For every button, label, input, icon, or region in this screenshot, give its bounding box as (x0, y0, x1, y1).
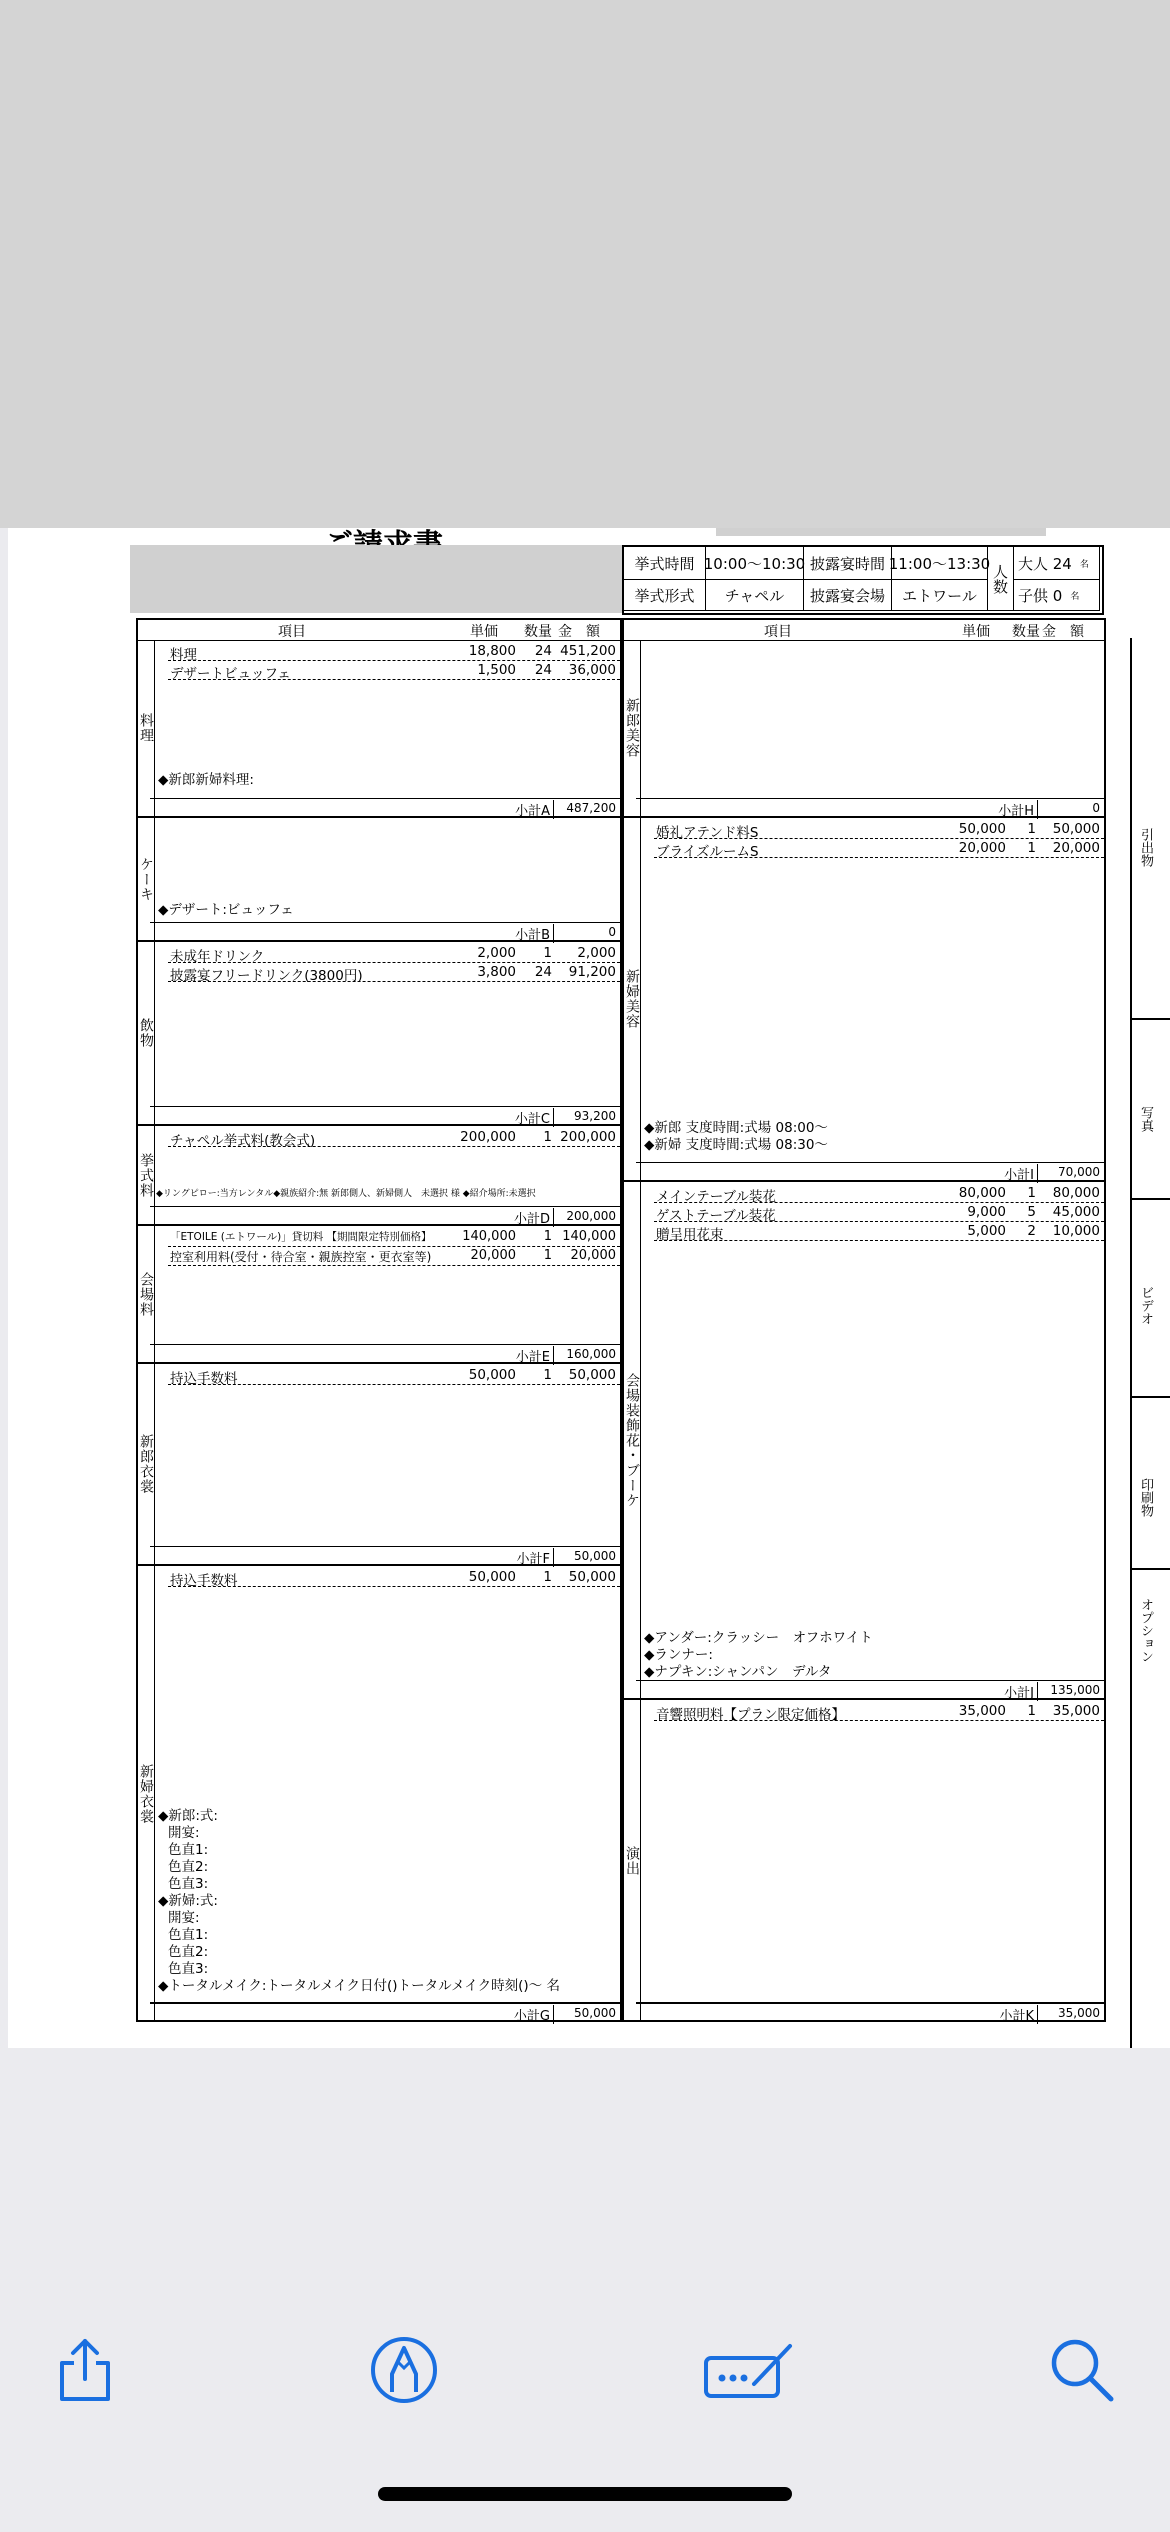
col-item: 項目 (278, 624, 306, 640)
note: ◆新郎:式: (158, 1808, 218, 1824)
subtotal: 小計H 0 (636, 798, 1104, 817)
subtotal: 小計K 35,000 (636, 2002, 1104, 2022)
section-label: 会場装飾花・ブーケ (624, 1182, 641, 1698)
section-label: 新婦美容 (624, 818, 641, 1180)
table-row: 婚礼アテンド料S 50,000 1 50,000 (654, 820, 1104, 839)
reception-venue-label: 披露宴会場 (804, 580, 892, 611)
table-row: 贈呈用花束 5,000 2 10,000 (654, 1222, 1104, 1241)
table-row: ブライズルームS 20,000 1 20,000 (654, 839, 1104, 858)
col-unit-price: 単価 (962, 624, 990, 640)
note: ◆リングピロー:当方レンタル◆親族紹介:無 新郎側人、新婦側人 未選択 様 ◆紹介場所:未選択 (156, 1189, 536, 1199)
col-amount: 金 額 (558, 624, 600, 640)
section-venue (138, 1226, 620, 1364)
section-label: 挙式料 (138, 1126, 155, 1224)
right-items-table (622, 618, 1106, 2022)
section-label: 会場料 (138, 1226, 155, 1362)
note: ◆新婦:式: (158, 1893, 218, 1909)
left-column-header (138, 620, 620, 641)
reception-time: 11:00〜13:30 (892, 547, 988, 580)
ceremony-time-label: 挙式時間 (624, 547, 706, 580)
section-label: 新郎美容 (624, 640, 641, 816)
note: 色直3: (168, 1961, 209, 1977)
ceremony-style-label: 挙式形式 (624, 580, 706, 611)
subtotal: 小計J 135,000 (636, 1680, 1104, 1699)
section-label: ケーキ (138, 818, 155, 940)
table-row: 料理 18,800 24 451,200 (168, 642, 620, 661)
note: 色直1: (168, 1842, 209, 1858)
section-ceremony (138, 1126, 620, 1226)
bottom-toolbar (0, 2290, 1170, 2440)
third-column-partial (1130, 638, 1170, 2048)
table-row: 持込手数料 50,000 1 50,000 (168, 1568, 620, 1587)
share-button[interactable] (45, 2330, 125, 2410)
section-production (624, 1700, 1104, 2022)
redacted-area-top (716, 528, 1046, 536)
children-count: 子供 0 名 (1014, 580, 1100, 611)
share-icon (52, 2335, 118, 2405)
invoice-page (8, 528, 1170, 2048)
section-label: 演出 (624, 1700, 641, 2022)
note: ◆新郎 支度時間:式場 08:00〜 (644, 1120, 828, 1136)
subtotal: 小計D 200,000 (150, 1206, 620, 1225)
table-row: 音響照明料【プラン限定価格】 35,000 1 35,000 (654, 1702, 1104, 1721)
note: 開宴: (168, 1825, 200, 1841)
section-label: オプション (1138, 1598, 1153, 1663)
home-indicator (378, 2487, 792, 2501)
header-info-table (622, 545, 1104, 615)
section-bride-beauty (624, 818, 1104, 1182)
section-bride-attire (138, 1566, 620, 2022)
section-label: 新婦衣裳 (138, 1566, 155, 2022)
section-drinks (138, 942, 620, 1126)
ceremony-style: チャペル (706, 580, 804, 611)
note: 色直1: (168, 1927, 209, 1943)
note: 開宴: (168, 1910, 200, 1926)
note: ◆アンダー:クラッシー オフホワイト (644, 1630, 873, 1646)
subtotal: 小計I 70,000 (636, 1162, 1104, 1181)
col-item: 項目 (764, 624, 792, 640)
note: 色直2: (168, 1859, 209, 1875)
search-icon (1047, 2335, 1117, 2405)
section-label: 引出物 (1138, 828, 1153, 867)
redacted-customer-info (130, 545, 622, 613)
col-qty: 数量 (1012, 624, 1040, 640)
section-cake (138, 818, 620, 942)
table-row: 未成年ドリンク 2,000 1 2,000 (168, 944, 620, 963)
signature-icon (702, 2338, 798, 2402)
section-groom-beauty (624, 640, 1104, 818)
signature-button[interactable] (700, 2330, 800, 2410)
col-qty: 数量 (524, 624, 552, 640)
section-label: 印刷物 (1138, 1478, 1153, 1517)
table-row: 披露宴フリードリンク(3800円) 3,800 24 91,200 (168, 963, 620, 982)
subtotal: 小計G 50,000 (150, 2002, 620, 2022)
reception-venue: エトワール (892, 580, 988, 611)
adults-count: 大人 24 名 (1014, 547, 1100, 580)
search-button[interactable] (1042, 2330, 1122, 2410)
table-row: 「ETOILE (エトワール)」貸切料 【期間限定特別価格】 140,000 1 140,000 (168, 1228, 620, 1247)
section-cuisine (138, 640, 620, 818)
right-column-header (624, 620, 1104, 641)
table-row: メインテーブル装花 80,000 1 80,000 (654, 1184, 1104, 1203)
section-label: 新郎衣裳 (138, 1364, 155, 1564)
section-flowers (624, 1182, 1104, 1700)
section-groom-attire (138, 1364, 620, 1566)
note: ◆ナプキン:シャンパン デルタ (644, 1664, 832, 1680)
ceremony-time: 10:00〜10:30 (706, 547, 804, 580)
col-unit-price: 単価 (470, 624, 498, 640)
col-amount: 金 額 (1042, 624, 1084, 640)
table-row: ゲストテーブル装花 9,000 5 45,000 (654, 1203, 1104, 1222)
table-row: デザートビュッフェ 1,500 24 36,000 (168, 661, 620, 680)
left-items-table (136, 618, 622, 2022)
table-row: チャペル挙式料(教会式) 200,000 1 200,000 (168, 1128, 620, 1147)
markup-icon (368, 2334, 440, 2406)
note: ◆デザート:ビュッフェ (158, 902, 294, 918)
note: ◆新婦 支度時間:式場 08:30〜 (644, 1137, 828, 1153)
subtotal: 小計F 50,000 (150, 1546, 620, 1565)
markup-button[interactable] (364, 2330, 444, 2410)
subtotal: 小計A 487,200 (150, 798, 620, 817)
section-label: 料理 (138, 640, 155, 816)
note: ◆トータルメイク:トータルメイク日付()トータルメイク時刻()〜 名 (158, 1978, 560, 1994)
table-row: 持込手数料 50,000 1 50,000 (168, 1366, 620, 1385)
pdf-top-area (0, 0, 1170, 528)
section-label: ビデオ (1138, 1286, 1153, 1325)
subtotal: 小計C 93,200 (150, 1106, 620, 1125)
table-row: 控室利用料(受付・待合室・親族控室・更衣室等) 20,000 1 20,000 (168, 1247, 620, 1266)
subtotal: 小計B 0 (150, 922, 620, 941)
subtotal: 小計E 160,000 (150, 1344, 620, 1363)
note: ◆新郎新婦料理: (158, 772, 254, 788)
reception-time-label: 披露宴時間 (804, 547, 892, 580)
section-label: 写真 (1138, 1106, 1153, 1132)
section-label: 飲物 (138, 942, 155, 1124)
note: 色直3: (168, 1876, 209, 1892)
guests-label: 人数 (988, 547, 1014, 611)
note: 色直2: (168, 1944, 209, 1960)
note: ◆ランナー: (644, 1647, 713, 1663)
